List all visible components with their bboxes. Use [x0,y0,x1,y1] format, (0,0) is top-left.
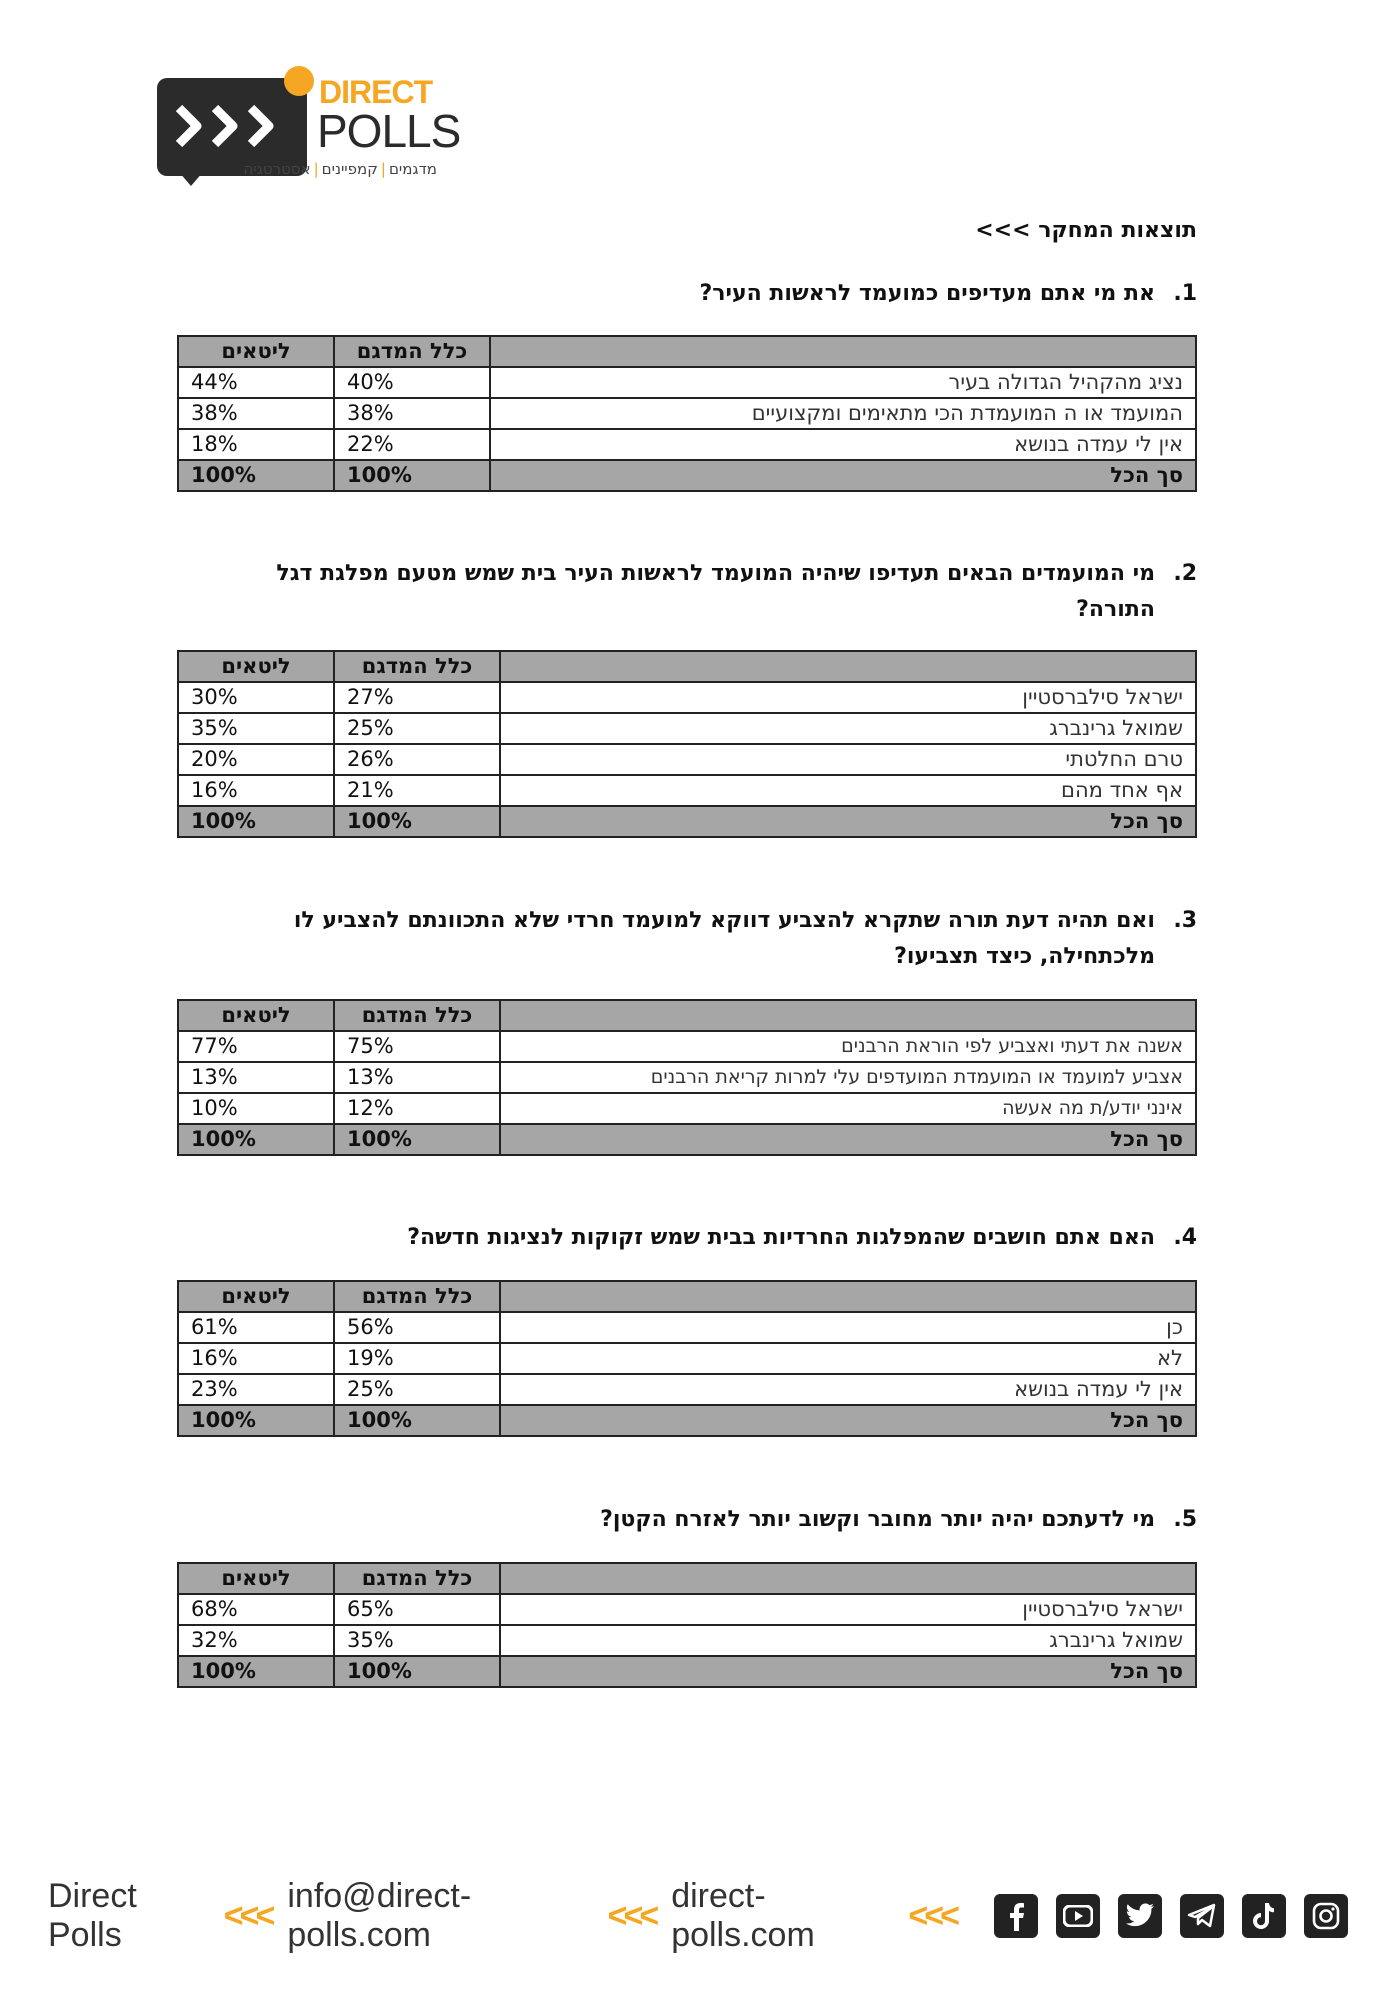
total-label: סך הכל [500,1405,1196,1436]
all-sample-value: 19% [334,1343,500,1374]
all-sample-header: כלל המדגם [334,1281,500,1312]
youtube-icon[interactable] [1056,1894,1100,1938]
row-label: שמואל גרינברג [500,713,1196,744]
lithuanian-value: 68% [178,1594,334,1625]
row-label: אצביע למועמד או המועמדת המועדפים עלי למרות קריאת הרבנים [500,1062,1196,1093]
all-sample-header: כלל המדגם [334,336,490,367]
table-total-row [178,1405,1196,1436]
row-label: לא [500,1343,1196,1374]
footer-separator: <<< [908,1896,956,1935]
question-text: האם אתם חושבים שהמפלגות החרדיות בבית שמש זקוקות לנציגות חדשה? [407,1225,1155,1250]
row-label: שמואל גרינברג [500,1625,1196,1656]
all-sample-value: 65% [334,1594,500,1625]
table-row [178,744,1196,775]
question-1 [255,276,1197,312]
instagram-icon[interactable] [1304,1894,1348,1938]
table-header-row [178,1000,1196,1031]
table-total-row [178,1656,1196,1687]
lithuanian-header: ליטאים [178,336,334,367]
footer-separator: <<< [607,1896,656,1935]
question-number: 1. [1173,281,1197,306]
lithuanian-total: 100% [178,1656,334,1687]
lithuanian-total: 100% [178,1405,334,1436]
footer-separator: <<< [223,1896,272,1935]
table-row [178,1093,1196,1124]
lithuanian-value: 35% [178,713,334,744]
tagline-part: קמפיינים [321,160,378,178]
row-label: נציג מהקהיל הגדולה בעיר [490,367,1196,398]
all-sample-value: 25% [334,1374,500,1405]
table-row [178,1374,1196,1405]
lithuanian-header: ליטאים [178,1000,334,1031]
lithuanian-value: 20% [178,744,334,775]
footer [48,1877,1348,1954]
label-header [500,1563,1196,1594]
lithuanian-total: 100% [178,806,334,837]
question-text: מי המועמדים הבאים תעדיפו שיהיה המועמד לראשות העיר בית שמש מטעם מפלגת דגל התורה? [276,561,1155,622]
row-label: ישראל סילברסטיין [500,1594,1196,1625]
lithuanian-value: 18% [178,429,334,460]
all-sample-value: 26% [334,744,500,775]
all-sample-value: 38% [334,398,490,429]
logo-speech-tail [179,172,203,186]
question-5 [255,1502,1197,1538]
table-row [178,775,1196,806]
row-label: כן [500,1312,1196,1343]
twitter-icon[interactable] [1118,1894,1162,1938]
row-label: המועמד או ה המועמדת הכי מתאימים ומקצועיים [490,398,1196,429]
label-header [500,1000,1196,1031]
lithuanian-value: 16% [178,1343,334,1374]
results-table-5 [177,1562,1197,1688]
lithuanian-value: 32% [178,1625,334,1656]
all-sample-header: כלל המדגם [334,1563,500,1594]
direct-polls-logo [157,64,461,194]
table-header-row [178,1563,1196,1594]
question-number: 5. [1173,1507,1197,1532]
tiktok-icon[interactable] [1242,1894,1286,1938]
logo-word-polls: POLLS [317,105,461,157]
results-table-4 [177,1280,1197,1437]
question-text: את מי אתם מעדיפים כמועמד לראשות העיר? [699,281,1155,306]
table-row [178,1031,1196,1062]
all-sample-header: כלל המדגם [334,651,500,682]
total-label: סך הכל [500,1656,1196,1687]
all-sample-value: 12% [334,1093,500,1124]
all-sample-value: 40% [334,367,490,398]
table-row [178,713,1196,744]
lithuanian-value: 10% [178,1093,334,1124]
question-number: 3. [1173,908,1197,933]
table-row [178,398,1196,429]
question-text: מי לדעתכם יהיה יותר מחובר וקשוב יותר לאזרח הקטן? [600,1507,1155,1532]
lithuanian-value: 16% [178,775,334,806]
all-sample-total: 100% [334,1124,500,1155]
all-sample-value: 25% [334,713,500,744]
logo-dot [284,66,314,96]
all-sample-total: 100% [334,1405,500,1436]
question-number: 4. [1173,1225,1197,1250]
total-label: סך הכל [490,460,1196,491]
all-sample-total: 100% [334,1656,500,1687]
results-heading: תוצאות המחקר >>> [975,218,1197,243]
lithuanian-total: 100% [178,1124,334,1155]
results-table-2 [177,650,1197,838]
tagline-part: מדגמים [388,160,437,178]
all-sample-total: 100% [334,460,490,491]
row-label: אינני יודע/ת מה אעשה [500,1093,1196,1124]
table-row [178,1594,1196,1625]
table-total-row [178,806,1196,837]
lithuanian-header: ליטאים [178,1281,334,1312]
label-header [500,1281,1196,1312]
all-sample-total: 100% [334,806,500,837]
all-sample-value: 75% [334,1031,500,1062]
table-row [178,1343,1196,1374]
total-label: סך הכל [500,806,1196,837]
footer-website-link[interactable]: direct-polls.com [671,1877,815,1954]
all-sample-value: 56% [334,1312,500,1343]
question-text: ואם תהיה דעת תורה שתקרא להצביע דווקא למועמד חרדי שלא התכוונתם להצביע לו מלכתחילה, כיצד תצביעו? [293,908,1155,969]
all-sample-value: 21% [334,775,500,806]
footer-brand: Direct Polls [48,1877,137,1954]
lithuanian-value: 61% [178,1312,334,1343]
all-sample-value: 13% [334,1062,500,1093]
lithuanian-value: 23% [178,1374,334,1405]
triple-chevron-icon [175,98,287,154]
row-label: אין לי עמדה בנושא [490,429,1196,460]
table-total-row [178,460,1196,491]
lithuanian-value: 13% [178,1062,334,1093]
row-label: טרם החלטתי [500,744,1196,775]
table-total-row [178,1124,1196,1155]
all-sample-value: 27% [334,682,500,713]
logo-tagline: מדגמים|קמפיינים|אסטרטגיה [243,160,437,178]
telegram-icon[interactable] [1180,1894,1224,1938]
label-header [490,336,1196,367]
table-header-row [178,1281,1196,1312]
table-row [178,1625,1196,1656]
question-2 [255,556,1197,628]
facebook-icon[interactable] [994,1894,1038,1938]
lithuanian-value: 38% [178,398,334,429]
row-label: אשנה את דעתי ואצביע לפי הוראת הרבנים [500,1031,1196,1062]
all-sample-value: 22% [334,429,490,460]
footer-email-link[interactable]: info@direct-polls.com [287,1877,472,1954]
question-3 [255,903,1197,975]
table-row [178,1062,1196,1093]
row-label: אף אחד מהם [500,775,1196,806]
logo-word-direct: DIRECT [319,74,433,110]
label-header [500,651,1196,682]
table-header-row [178,651,1196,682]
tagline-part: אסטרטגיה [243,160,311,178]
question-number: 2. [1173,561,1197,586]
total-label: סך הכל [500,1124,1196,1155]
table-header-row [178,336,1196,367]
lithuanian-value: 30% [178,682,334,713]
table-row [178,367,1196,398]
lithuanian-total: 100% [178,460,334,491]
results-table-1 [177,335,1197,492]
table-row [178,1312,1196,1343]
lithuanian-header: ליטאים [178,651,334,682]
table-row [178,429,1196,460]
social-links [976,1894,1348,1938]
row-label: ישראל סילברסטיין [500,682,1196,713]
all-sample-header: כלל המדגם [334,1000,500,1031]
table-row [178,682,1196,713]
row-label: אין לי עמדה בנושא [500,1374,1196,1405]
results-table-3 [177,999,1197,1156]
lithuanian-value: 44% [178,367,334,398]
lithuanian-value: 77% [178,1031,334,1062]
lithuanian-header: ליטאים [178,1563,334,1594]
question-4 [255,1220,1197,1256]
all-sample-value: 35% [334,1625,500,1656]
